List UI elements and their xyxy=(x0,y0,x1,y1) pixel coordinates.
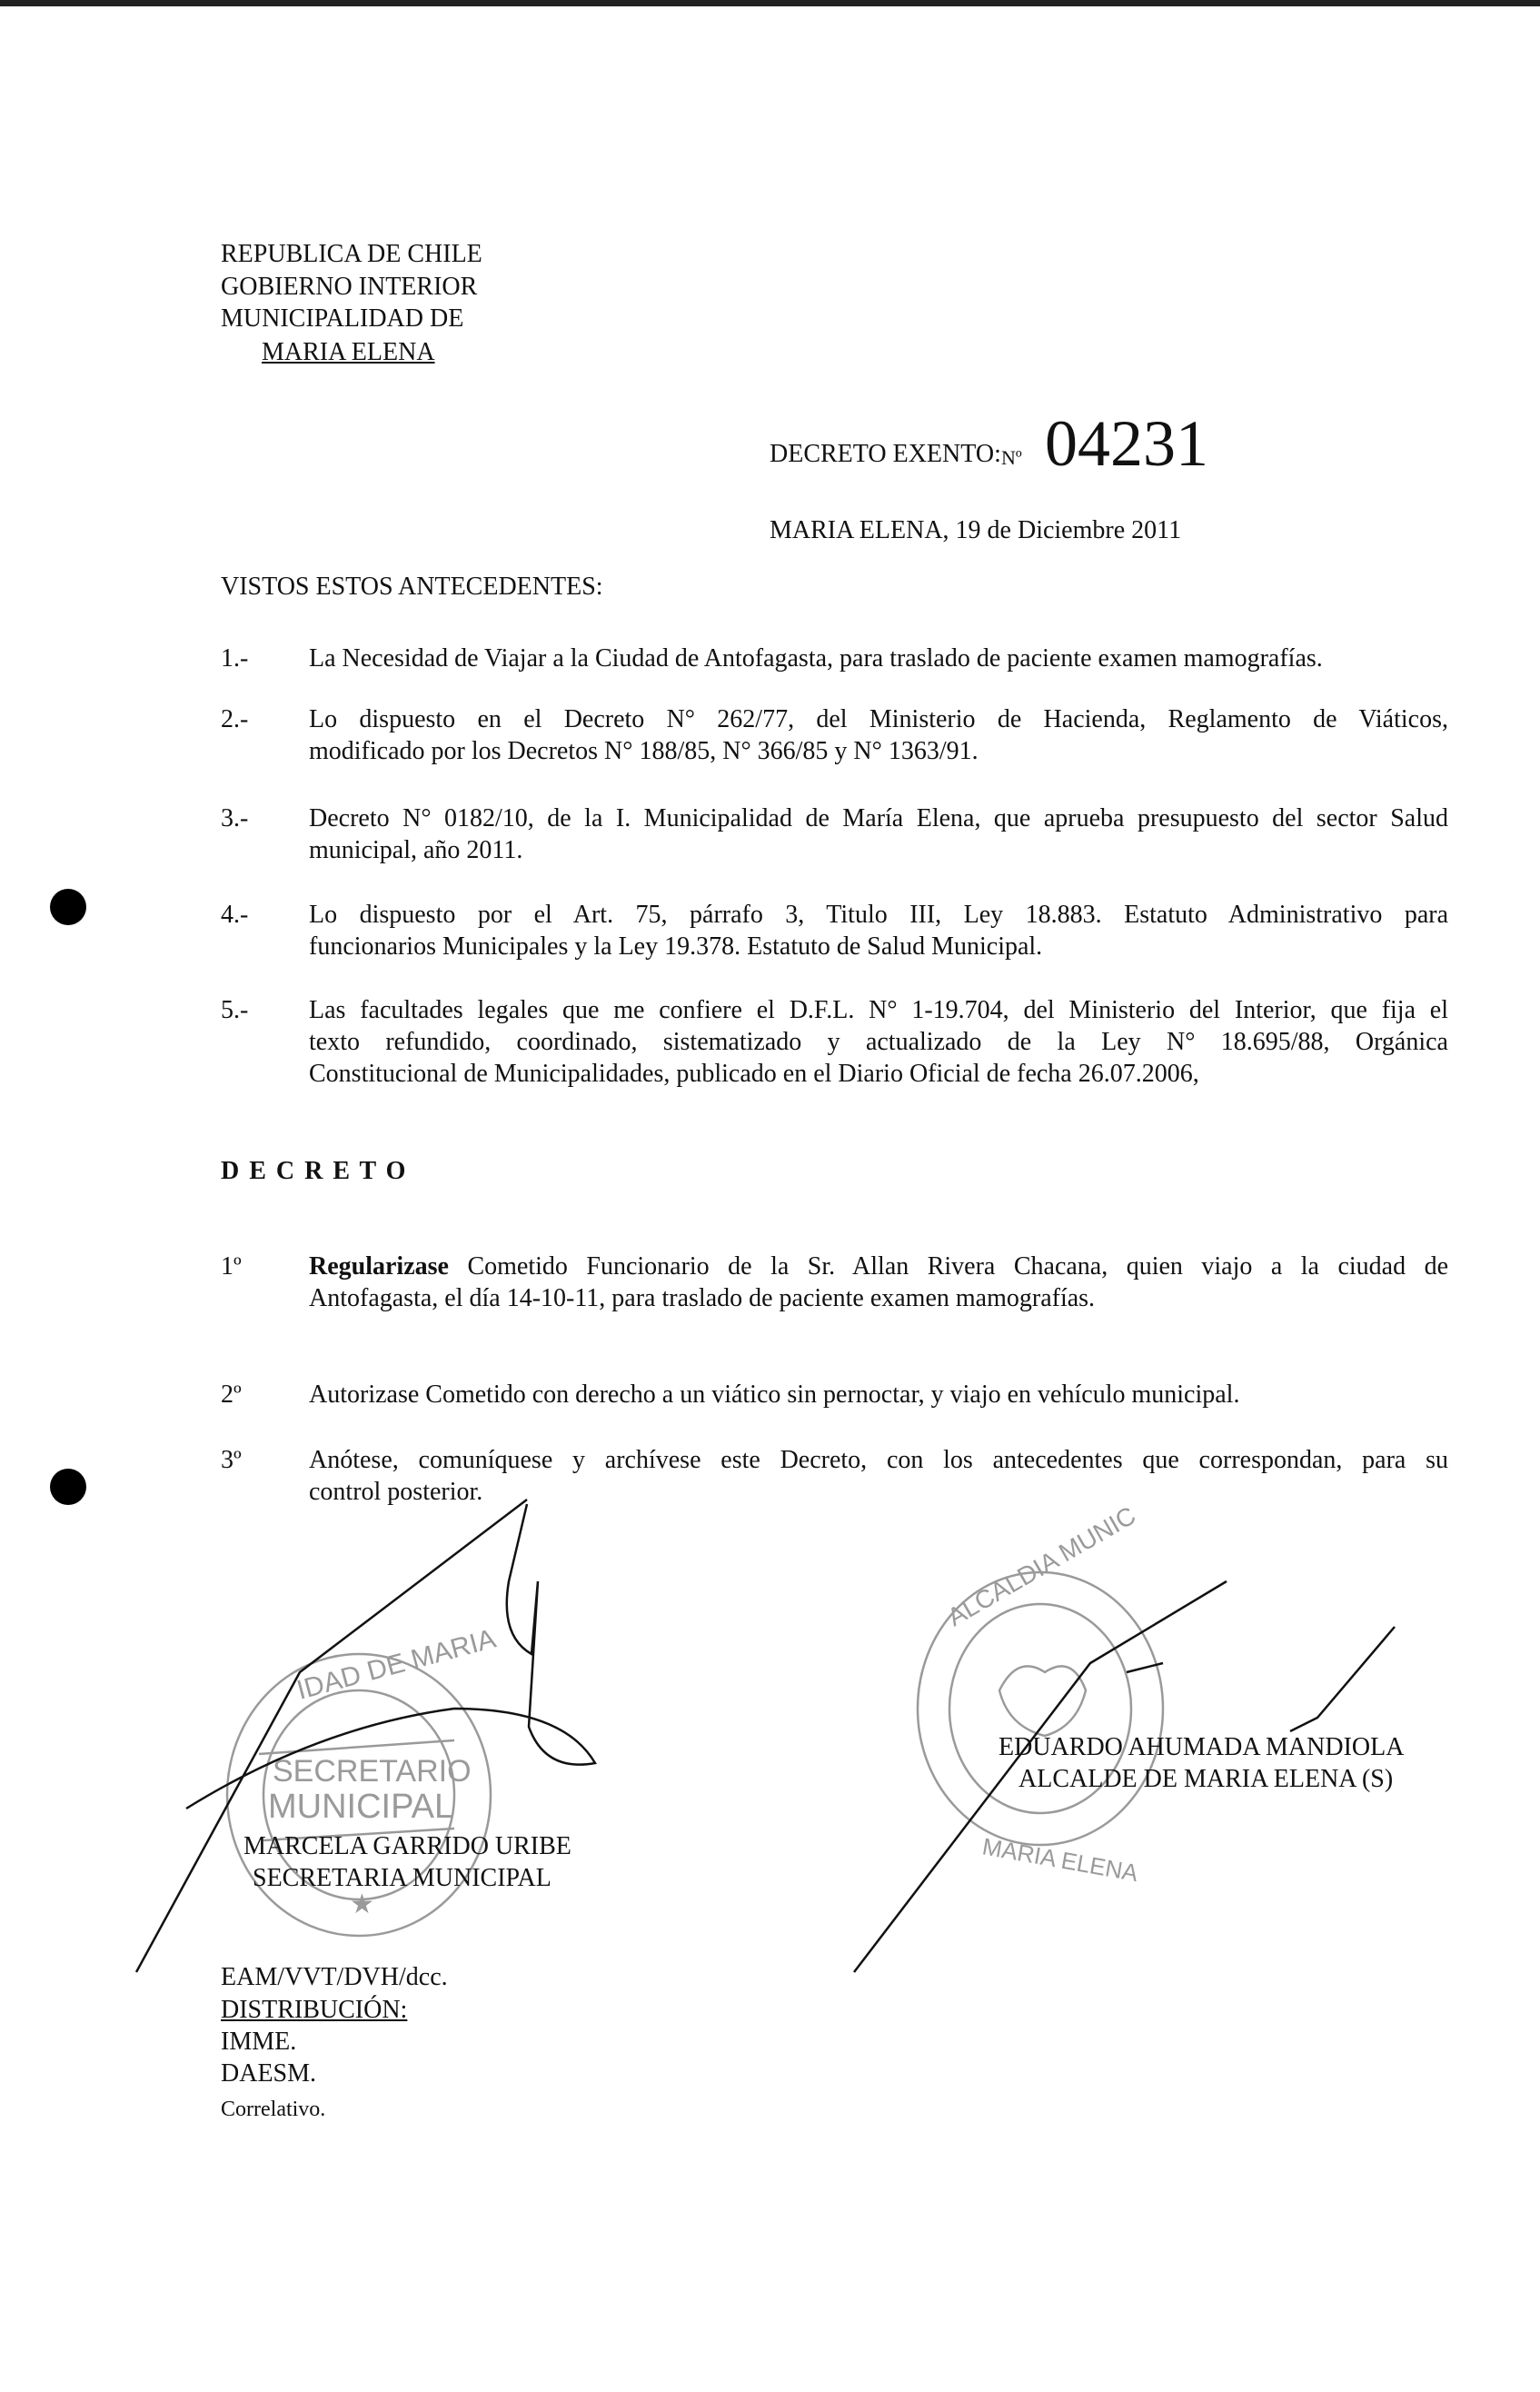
item-paragraph xyxy=(309,643,1448,674)
correlativo: Correlativo. xyxy=(221,2098,326,2121)
place-date: MARIA ELENA, 19 de Diciembre 2011 xyxy=(770,516,1182,544)
item-number: 4.- xyxy=(221,901,249,929)
line-text: Lo dispuesto por el Art. 75, párrafo 3, Titulo III, Ley 18.883. Estatuto Administrativo para xyxy=(309,901,1448,929)
distribution-label: DISTRIBUCIÓN: xyxy=(221,1996,408,2024)
right-signatory-name: EDUARDO AHUMADA MANDIOLA xyxy=(999,1733,1405,1761)
punch-hole xyxy=(50,1469,86,1505)
left-signatory-title: SECRETARIA MUNICIPAL xyxy=(253,1864,551,1892)
paragraph-line xyxy=(309,1058,1448,1090)
line-text: Decreto N° 0182/10, de la I. Municipalidad de María Elena, que aprueba presupuesto del sector Salud xyxy=(309,804,1448,832)
decree-number: 04231 xyxy=(1045,407,1208,480)
item-number: 3.- xyxy=(221,804,249,832)
line-text: Antofagasta, el día 14-10-11, para traslado de paciente examen mamografías. xyxy=(309,1284,1096,1312)
header-line: REPUBLICA DE CHILE xyxy=(221,240,482,268)
bold-keyword: Regularizase xyxy=(309,1252,449,1281)
paragraph-line xyxy=(309,994,1448,1026)
item-paragraph xyxy=(309,899,1448,962)
item-number: 5.- xyxy=(221,996,249,1024)
right-stamp xyxy=(918,1572,1163,1845)
paragraph-line xyxy=(309,1282,1448,1314)
paragraph-line xyxy=(309,899,1448,931)
header-line: GOBIERNO INTERIOR xyxy=(221,273,478,301)
punch-hole xyxy=(50,889,86,925)
paragraph-line xyxy=(309,1026,1448,1058)
header-municipality: MARIA ELENA xyxy=(262,338,435,366)
initials: EAM/VVT/DVH/dcc. xyxy=(221,1963,448,1991)
right-signatory-title: ALCALDE DE MARIA ELENA (S) xyxy=(1018,1765,1394,1793)
item-number: 2.- xyxy=(221,705,249,733)
decreto-title: D E C R E T O xyxy=(221,1157,408,1185)
paragraph-line xyxy=(309,1379,1448,1410)
stamp-text: MUNICIPAL xyxy=(268,1788,454,1826)
line-text: texto refundido, coordinado, sistematizado y actualizado de la Ley N° 18.695/88, Orgánica xyxy=(309,1028,1448,1056)
item-number: 3º xyxy=(221,1446,242,1474)
svg-text:ALCALDIA MUNIC: ALCALDIA MUNIC xyxy=(942,1500,1141,1632)
line-text: Autorizase Cometido con derecho a un viático sin pernoctar, y viajo en vehículo municipal. xyxy=(309,1380,1240,1409)
line-text: Constitucional de Municipalidades, publicado en el Diario Oficial de fecha 26.07.2006, xyxy=(309,1060,1199,1088)
paragraph-line xyxy=(309,735,1448,767)
decree-label: DECRETO EXENTO: xyxy=(770,440,1001,468)
item-number: 1º xyxy=(221,1252,242,1281)
paragraph-line xyxy=(309,802,1448,834)
line-text: Lo dispuesto en el Decreto N° 262/77, del Ministerio de Hacienda, Reglamento de Viáticos, xyxy=(309,705,1448,733)
item-paragraph xyxy=(309,1379,1448,1410)
svg-text:MARIA ELENA: MARIA ELENA xyxy=(979,1832,1140,1888)
stamp-text: SECRETARIO xyxy=(273,1754,472,1789)
item-paragraph xyxy=(309,1251,1448,1314)
paragraph-line xyxy=(309,1476,1448,1508)
star-icon: ★ xyxy=(350,1889,374,1919)
stamp-ring-text: IDAD DE MARIA xyxy=(293,1623,500,1706)
recipient: IMME. xyxy=(221,2028,297,2056)
recipient: DAESM. xyxy=(221,2059,317,2088)
paragraph-line xyxy=(309,703,1448,735)
item-paragraph xyxy=(309,994,1448,1090)
decree-no-label: Nº xyxy=(1001,446,1022,469)
header-line: MUNICIPALIDAD DE xyxy=(221,304,464,333)
item-number: 2º xyxy=(221,1380,242,1409)
paragraph-line xyxy=(309,1444,1448,1476)
paragraph-line xyxy=(309,931,1448,962)
scan-edge xyxy=(0,0,1540,6)
item-paragraph xyxy=(309,1444,1448,1508)
paragraph-line xyxy=(309,1251,1448,1282)
vistos-title: VISTOS ESTOS ANTECEDENTES: xyxy=(221,573,603,601)
paragraph-line xyxy=(309,643,1448,674)
line-text: control posterior. xyxy=(309,1478,483,1506)
line-text: modificado por los Decretos N° 188/85, N° 366/85 y N° 1363/91. xyxy=(309,737,979,765)
line-text: municipal, año 2011. xyxy=(309,836,523,864)
line-text: Anótese, comuníquese y archívese este Decreto, con los antecedentes que correspondan, para su xyxy=(309,1446,1448,1474)
line-text: Las facultades legales que me confiere el D.F.L. N° 1-19.704, del Ministerio del Interior, que fija el xyxy=(309,996,1448,1024)
line-text: La Necesidad de Viajar a la Ciudad de Antofagasta, para traslado de paciente examen mamografías. xyxy=(309,644,1323,673)
line-text: Cometido Funcionario de la Sr. Allan Rivera Chacana, quien viajo a la ciudad de xyxy=(448,1252,1448,1281)
item-number: 1.- xyxy=(221,644,249,673)
paragraph-line xyxy=(309,834,1448,866)
left-signatory-name: MARCELA GARRIDO URIBE xyxy=(243,1832,571,1860)
item-paragraph xyxy=(309,802,1448,866)
line-text: funcionarios Municipales y la Ley 19.378. Estatuto de Salud Municipal. xyxy=(309,932,1043,961)
item-paragraph xyxy=(309,703,1448,767)
